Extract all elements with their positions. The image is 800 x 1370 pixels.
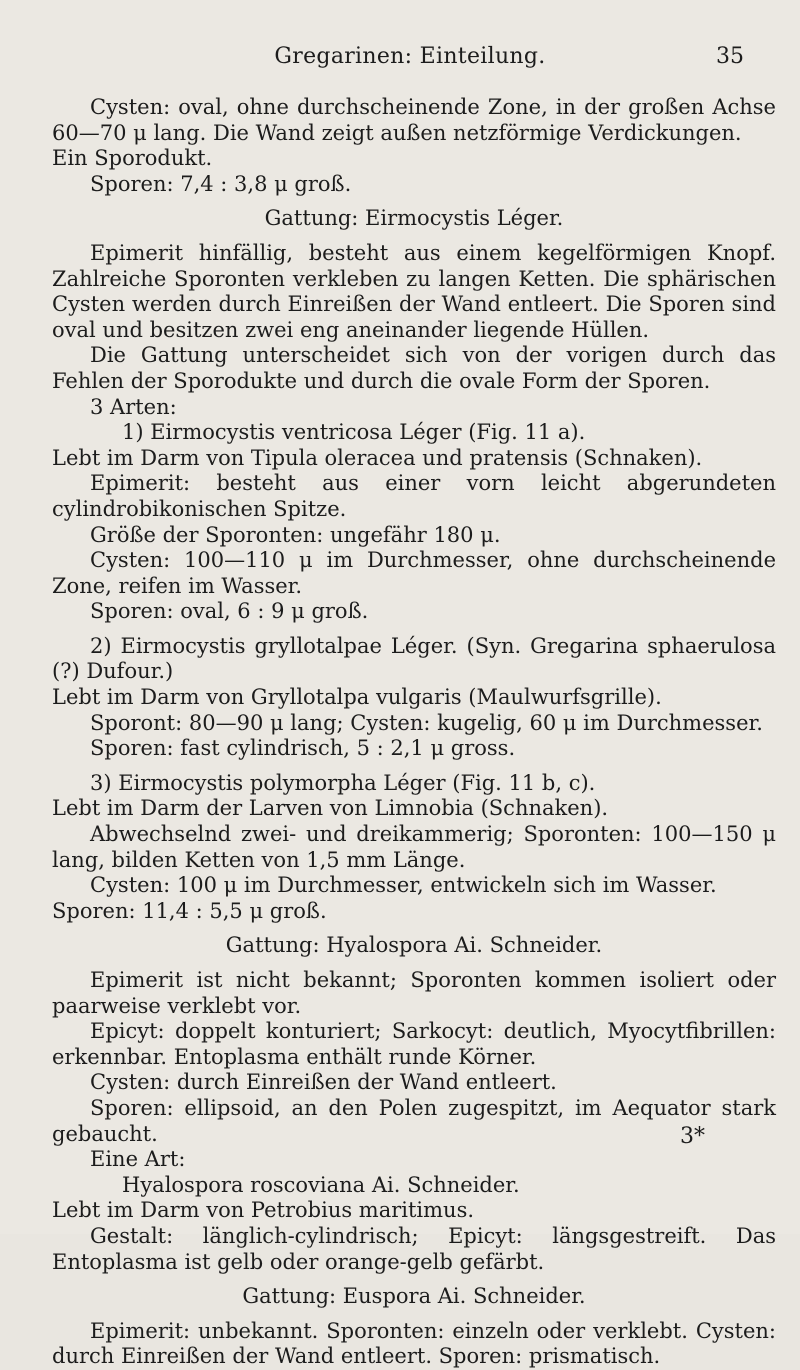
paragraph: Ein Sporodukt. bbox=[52, 146, 213, 171]
genus-heading: Gattung: Eirmocystis Léger. bbox=[264, 206, 564, 231]
paragraph: Sporen: fast cylindrisch, 5 : 2,1 μ gross. bbox=[90, 736, 516, 761]
paragraph: Cysten: 100—110 μ im Durchmesser, ohne durchscheinende Zone, reifen im Wasser. bbox=[52, 548, 776, 598]
paragraph: Gestalt: länglich-cylindrisch; Epicyt: längsgestreift. Das Entoplasma ist gelb oder orange-gelb gefärbt. bbox=[52, 1223, 776, 1274]
paragraph: Epimerit ist nicht bekannt; Sporonten kommen isoliert oder paarweise verklebt vor. bbox=[52, 968, 776, 1018]
genus-heading: Gattung: Hyalospora Ai. Schneider. bbox=[225, 933, 603, 958]
paragraph: Epimerit: unbekannt. Sporonten: einzeln oder verklebt. Cysten: durch Einreißen der Wand entleert. Sporen: prismatisch. bbox=[52, 1318, 776, 1369]
paragraph: Die Gattung unterscheidet sich von der vorigen durch das Fehlen der Sporodukte und durch die ovale Form der Sporen. bbox=[52, 343, 776, 393]
paragraph: Epicyt: doppelt konturiert; Sarkocyt: deutlich, Myocytfibrillen: erkennbar. Entoplasma enthält runde Körner. bbox=[52, 1019, 776, 1069]
signature-mark: 3* bbox=[680, 1124, 705, 1149]
paragraph: Abwechselnd zwei- und dreikammerig; Sporonten: 100—150 μ lang, bilden Ketten von 1,5 mm Länge. bbox=[52, 822, 776, 872]
paragraph: Lebt im Darm von Petrobius maritimus. bbox=[52, 1198, 475, 1223]
paragraph: Sporen: 7,4 : 3,8 μ groß. bbox=[90, 171, 352, 196]
species-heading: 2) Eirmocystis gryllotalpae Léger. (Syn. Gregarina sphaerulosa (?) Dufour.) bbox=[52, 633, 776, 684]
page-body bbox=[52, 95, 776, 1370]
page-number: 35 bbox=[716, 44, 744, 69]
paragraph: Eine Art: bbox=[90, 1147, 186, 1172]
paragraph: Sporen: 11,4 : 5,5 μ groß. bbox=[52, 898, 327, 923]
species-heading: Hyalospora roscoviana Ai. Schneider. bbox=[122, 1172, 520, 1197]
paragraph: Cysten: durch Einreißen der Wand entleert. bbox=[90, 1070, 557, 1095]
paragraph: Lebt im Darm der Larven von Limnobia (Schnaken). bbox=[52, 796, 609, 821]
paragraph: Sporont: 80—90 μ lang; Cysten: kugelig, 60 μ im Durchmesser. bbox=[90, 710, 763, 735]
running-header bbox=[60, 40, 760, 70]
genus-heading: Gattung: Euspora Ai. Schneider. bbox=[242, 1284, 586, 1309]
paragraph: Größe der Sporonten: ungefähr 180 μ. bbox=[90, 522, 501, 547]
paragraph: Cysten: 100 μ im Durchmesser, entwickeln sich im Wasser. bbox=[90, 873, 717, 898]
species-heading: 3) Eirmocystis polymorpha Léger (Fig. 11 b, c). bbox=[90, 770, 596, 795]
paragraph: Lebt im Darm von Tipula oleracea und pratensis (Schnaken). bbox=[52, 445, 703, 470]
paragraph: Sporen: oval, 6 : 9 μ groß. bbox=[90, 599, 369, 624]
paragraph: Lebt im Darm von Gryllotalpa vulgaris (Maulwurfsgrille). bbox=[52, 685, 662, 710]
paragraph: Sporen: ellipsoid, an den Polen zugespitzt, im Aequator stark gebaucht. bbox=[52, 1095, 776, 1146]
paragraph: Epimerit hinfällig, besteht aus einem kegelförmigen Knopf. Zahlreiche Sporonten verkleben zu langen Ketten. Die sphärischen Cysten werden durch Einreißen der Wand entleert. Die Sporen sind oval und besitzen zwei eng aneinander liegende Hüllen. bbox=[52, 240, 776, 342]
paragraph: Epimerit: besteht aus einer vorn leicht abgerundeten cylindrobikonischen Spitze. bbox=[52, 471, 776, 521]
running-title: Gregarinen: Einteilung. bbox=[274, 44, 546, 69]
species-heading: 1) Eirmocystis ventricosa Léger (Fig. 11 a). bbox=[122, 420, 586, 445]
paragraph: 3 Arten: bbox=[90, 394, 177, 419]
paragraph: Cysten: oval, ohne durchscheinende Zone, in der großen Achse 60—70 μ lang. Die Wand zeigt außen netzförmige Verdickungen. bbox=[52, 95, 776, 145]
